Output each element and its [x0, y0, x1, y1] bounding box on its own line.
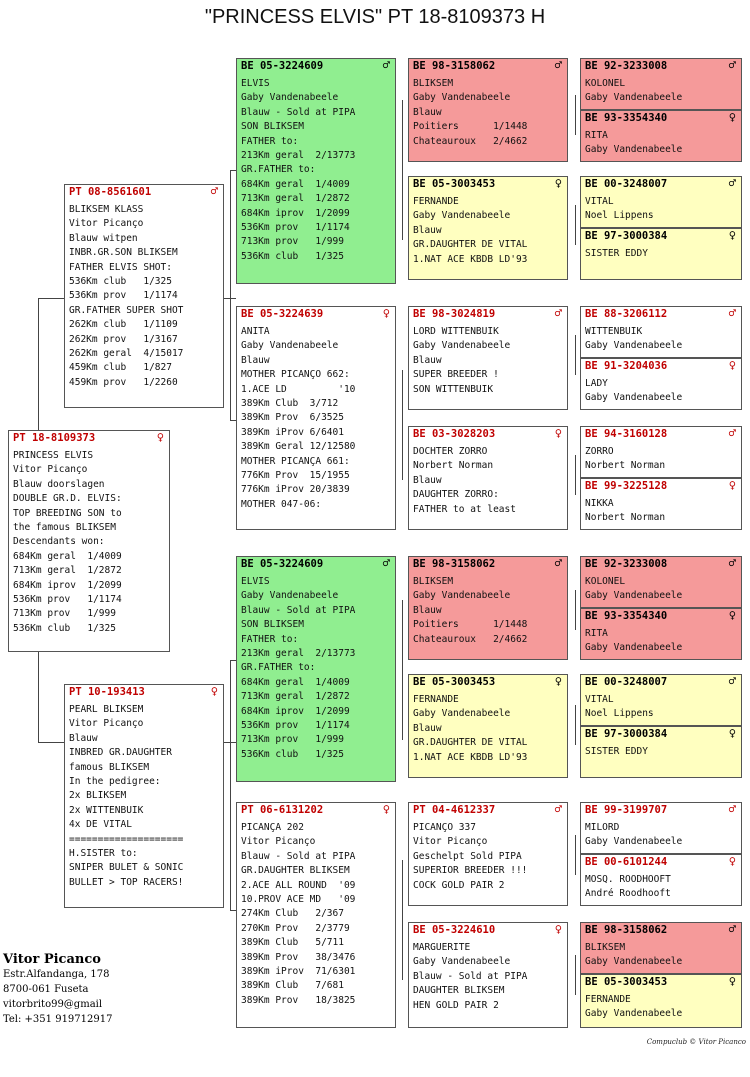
ring-number: BE 05-3003453 ♀ — [413, 176, 562, 190]
ring-number: BE 05-3003453 ♀ — [413, 674, 562, 688]
pedigree-card-g5 — [580, 306, 742, 358]
male-icon: ♂ — [728, 556, 736, 570]
connector-line — [402, 860, 403, 980]
bird-details: ANITA Gaby Vandenabeele Blauw MOTHER PICANÇO 662: 1.ACE LD '10 389Km Club 3/712 389Km Prov 6/3525 389Km iProv 6/6401 389Km Geral 12/12580 MOTHER PICANÇA 661: 776Km Prov 15/1955 776Km iProv 20/3839 MOTHER 047-06: — [241, 326, 356, 510]
owner-info — [3, 952, 112, 1027]
ring-number: BE 05-3003453 ♀ — [585, 974, 736, 988]
ring-number: BE 93-3354340 ♀ — [585, 608, 736, 622]
male-icon: ♂ — [728, 802, 736, 816]
male-icon: ♂ — [554, 556, 562, 570]
female-icon: ♀ — [728, 228, 736, 242]
connector-line — [575, 590, 576, 630]
connector-line — [402, 600, 403, 740]
male-icon: ♂ — [728, 922, 736, 936]
male-icon: ♂ — [554, 802, 562, 816]
connector-line — [575, 835, 576, 875]
ring-number: BE 00-6101244 ♀ — [585, 854, 736, 868]
pedigree-card-g5 — [580, 974, 742, 1028]
bird-details: PICANÇA 202 Vitor Picanço Blauw - Sold at PIPA GR.DAUGHTER BLIKSEM 2.ACE ALL ROUND '09 10.PROV ACE MD '09 274Km Club 2/367 270Km Prov 2/3779 389Km Club 5/711 389Km Prov 38/3476 389Km iProv 71/6301 389Km Club 7/681 389Km Prov 18/3825 — [241, 822, 356, 1006]
bird-details: VITAL Noel Lippens — [585, 196, 654, 222]
bird-details: BLIKSEM Gaby Vandenabeele Blauw Poitiers 1/1448 Chateauroux 2/4662 — [413, 576, 528, 645]
ring-number: BE 05-3224639 ♀ — [241, 306, 390, 320]
female-icon: ♀ — [728, 726, 736, 740]
pedigree-card-g4 — [408, 306, 568, 410]
connector-line — [38, 298, 39, 430]
connector-line — [575, 455, 576, 495]
female-icon: ♀ — [554, 426, 562, 440]
bird-details: FERNANDE Gaby Vandenabeele — [585, 994, 683, 1020]
bird-details: KOLONEL Gaby Vandenabeele — [585, 576, 683, 602]
ring-number: PT 06-6131202 ♀ — [241, 802, 390, 816]
female-icon: ♀ — [554, 922, 562, 936]
bird-details: MARGUERITE Gaby Vandenabeele Blauw - Sold at PIPA DAUGHTER BLIKSEM HEN GOLD PAIR 2 — [413, 942, 528, 1011]
bird-details: FERNANDE Gaby Vandenabeele Blauw GR.DAUGHTER DE VITAL 1.NAT ACE KBDB LD'93 — [413, 694, 528, 763]
pedigree-card-g4 — [408, 674, 568, 778]
ring-number: PT 10-193413 ♀ — [69, 684, 218, 698]
ring-number: BE 98-3024819 ♂ — [413, 306, 562, 320]
pedigree-card-g5 — [580, 854, 742, 906]
pedigree-card-g5 — [580, 110, 742, 162]
female-icon: ♀ — [554, 674, 562, 688]
bird-details: DOCHTER ZORRO Norbert Norman Blauw DAUGHTER ZORRO: FATHER to at least — [413, 446, 516, 515]
ring-number: BE 92-3233008 ♂ — [585, 58, 736, 72]
female-icon: ♀ — [382, 306, 390, 320]
ring-number: BE 05-3224609 ♂ — [241, 58, 390, 72]
male-icon: ♂ — [210, 184, 218, 198]
owner-name: Vitor Picanco — [3, 952, 101, 967]
ring-number: BE 05-3224609 ♂ — [241, 556, 390, 570]
pedigree-card-g4 — [408, 58, 568, 162]
ring-number: BE 05-3224610 ♀ — [413, 922, 562, 936]
ring-number: BE 93-3354340 ♀ — [585, 110, 736, 124]
male-icon: ♂ — [728, 306, 736, 320]
bird-details: FERNANDE Gaby Vandenabeele Blauw GR.DAUGHTER DE VITAL 1.NAT ACE KBDB LD'93 — [413, 196, 528, 265]
pedigree-card-g5 — [580, 478, 742, 530]
ring-number: BE 00-3248007 ♂ — [585, 176, 736, 190]
ring-number: BE 94-3160128 ♂ — [585, 426, 736, 440]
female-icon: ♀ — [728, 110, 736, 124]
connector-line — [575, 205, 576, 245]
female-icon: ♀ — [728, 478, 736, 492]
female-icon: ♀ — [728, 608, 736, 622]
bird-details: WITTENBUIK Gaby Vandenabeele — [585, 326, 683, 352]
bird-details: PRINCESS ELVIS Vitor Picanço Blauw doorslagen DOUBLE GR.D. ELVIS: TOP BREEDING SON to the famous BLIKSEM Descendants won: 684Km geral 1/4009 713Km geral 1/2872 684Km iprov 1/2099 536Km prov 1/1174 713Km prov 1/999 536Km club 1/325 — [13, 450, 122, 634]
pedigree-card-sire — [64, 184, 224, 408]
pedigree-card-subject — [8, 430, 170, 652]
male-icon: ♂ — [728, 176, 736, 190]
bird-details: ZORRO Norbert Norman — [585, 446, 666, 472]
bird-details: ELVIS Gaby Vandenabeele Blauw - Sold at PIPA SON BLIKSEM FATHER to: 213Km geral 2/13773 GR.FATHER to: 684Km geral 1/4009 713Km geral 1/2872 684Km iprov 1/2099 536Km prov 1/1174 713Km prov 1/999 536Km club 1/325 — [241, 78, 356, 262]
pedigree-card-g4 — [408, 922, 568, 1028]
connector-line — [575, 335, 576, 375]
pedigree-card-dam — [64, 684, 224, 908]
pedigree-card-g5 — [580, 58, 742, 110]
pedigree-card-sire-sire — [236, 58, 396, 284]
ring-number: BE 97-3000384 ♀ — [585, 228, 736, 242]
owner-email: vitorbrito99@gmail — [3, 999, 103, 1010]
bird-details: LADY Gaby Vandenabeele — [585, 378, 683, 404]
bird-details: KOLONEL Gaby Vandenabeele — [585, 78, 683, 104]
pedigree-card-g5 — [580, 176, 742, 228]
male-icon: ♂ — [382, 556, 390, 570]
connector-line — [38, 742, 64, 743]
footer-credit: Compuclub © Vitor Picanco — [646, 1038, 746, 1046]
male-icon: ♂ — [728, 674, 736, 688]
bird-details: ELVIS Gaby Vandenabeele Blauw - Sold at PIPA SON BLIKSEM FATHER to: 213Km geral 2/13773 GR.FATHER to: 684Km geral 1/4009 713Km geral 1/2872 684Km iprov 1/2099 536Km prov 1/1174 713Km prov 1/999 536Km club 1/325 — [241, 576, 356, 760]
pedigree-card-g5 — [580, 922, 742, 974]
ring-number: BE 00-3248007 ♂ — [585, 674, 736, 688]
connector-line — [230, 170, 231, 420]
male-icon: ♂ — [382, 58, 390, 72]
ring-number: BE 99-3199707 ♂ — [585, 802, 736, 816]
bird-details: BLIKSEM Gaby Vandenabeele — [585, 942, 683, 968]
pedigree-card-g5 — [580, 228, 742, 280]
bird-details: MOSQ. ROODHOOFT André Roodhooft — [585, 874, 671, 900]
pedigree-card-dam-dam — [236, 802, 396, 1028]
male-icon: ♂ — [554, 306, 562, 320]
ring-number: BE 91-3204036 ♀ — [585, 358, 736, 372]
owner-postcode: 8700-061 Fuseta — [3, 984, 89, 995]
ring-number: PT 04-4612337 ♂ — [413, 802, 562, 816]
bird-details: SISTER EDDY — [585, 746, 648, 757]
female-icon: ♀ — [210, 684, 218, 698]
male-icon: ♂ — [554, 58, 562, 72]
pedigree-card-g5 — [580, 608, 742, 660]
bird-details: LORD WITTENBUIK Gaby Vandenabeele Blauw SUPER BREEDER ! SON WITTENBUIK — [413, 326, 511, 395]
pedigree-card-g5 — [580, 556, 742, 608]
bird-details: BLIKSEM Gaby Vandenabeele Blauw Poitiers 1/1448 Chateauroux 2/4662 — [413, 78, 528, 147]
pedigree-card-sire-dam — [236, 306, 396, 530]
connector-line — [38, 652, 39, 742]
pedigree-card-g4 — [408, 802, 568, 906]
owner-address: Estr.Alfandanga, 178 — [3, 969, 110, 980]
female-icon: ♀ — [728, 358, 736, 372]
pedigree-card-dam-sire — [236, 556, 396, 782]
pedigree-card-g4 — [408, 556, 568, 660]
ring-number: BE 98-3158062 ♂ — [585, 922, 736, 936]
pedigree-card-g5 — [580, 358, 742, 410]
bird-details: PICANÇO 337 Vitor Picanço Geschelpt Sold PIPA SUPERIOR BREEDER !!! COCK GOLD PAIR 2 — [413, 822, 528, 891]
ring-number: PT 18-8109373 ♀ — [13, 430, 164, 444]
pedigree-card-g5 — [580, 802, 742, 854]
pedigree-card-g5 — [580, 426, 742, 478]
female-icon: ♀ — [156, 430, 164, 444]
bird-details: SISTER EDDY — [585, 248, 648, 259]
bird-details: PEARL BLIKSEM Vitor Picanço Blauw INBRED GR.DAUGHTER famous BLIKSEM In the pedigree: 2x BLIKSEM 2x WITTENBUIK 4x DE VITAL ==================== H.SISTER to: SNIPER BULET & SONIC BULLET > TOP RACERS! — [69, 704, 184, 888]
male-icon: ♂ — [728, 426, 736, 440]
ring-number: BE 99-3225128 ♀ — [585, 478, 736, 492]
bird-details: RITA Gaby Vandenabeele — [585, 628, 683, 654]
pedigree-card-g4 — [408, 426, 568, 530]
bird-details: BLIKSEM KLASS Vitor Picanço Blauw witpen INBR.GR.SON BLIKSEM FATHER ELVIS SHOT: 536Km club 1/325 536Km prov 1/1174 GR.FATHER SUPER SHOT 262Km club 1/1109 262Km prov 1/3167 262Km geral 4/15017 459Km club 1/827 459Km prov 1/2260 — [69, 204, 184, 388]
owner-phone: Tel: +351 919712917 — [3, 1014, 113, 1025]
connector-line — [402, 370, 403, 480]
female-icon: ♀ — [382, 802, 390, 816]
bird-details: MILORD Gaby Vandenabeele — [585, 822, 683, 848]
ring-number: BE 88-3206112 ♂ — [585, 306, 736, 320]
bird-details: RITA Gaby Vandenabeele — [585, 130, 683, 156]
bird-details: NIKKA Norbert Norman — [585, 498, 666, 524]
connector-line — [575, 95, 576, 135]
connector-line — [575, 705, 576, 745]
pedigree-card-g4 — [408, 176, 568, 280]
ring-number: BE 03-3028203 ♀ — [413, 426, 562, 440]
bird-details: VITAL Noel Lippens — [585, 694, 654, 720]
connector-line — [575, 955, 576, 995]
ring-number: BE 98-3158062 ♂ — [413, 58, 562, 72]
ring-number: BE 98-3158062 ♂ — [413, 556, 562, 570]
pedigree-card-g5 — [580, 726, 742, 778]
connector-line — [402, 100, 403, 240]
ring-number: PT 08-8561601 ♂ — [69, 184, 218, 198]
ring-number: BE 97-3000384 ♀ — [585, 726, 736, 740]
connector-line — [230, 660, 231, 910]
connector-line — [38, 298, 64, 299]
male-icon: ♂ — [728, 58, 736, 72]
female-icon: ♀ — [728, 974, 736, 988]
female-icon: ♀ — [554, 176, 562, 190]
female-icon: ♀ — [728, 854, 736, 868]
page-title: "PRINCESS ELVIS" PT 18-8109373 H — [204, 6, 546, 28]
ring-number: BE 92-3233008 ♂ — [585, 556, 736, 570]
pedigree-card-g5 — [580, 674, 742, 726]
